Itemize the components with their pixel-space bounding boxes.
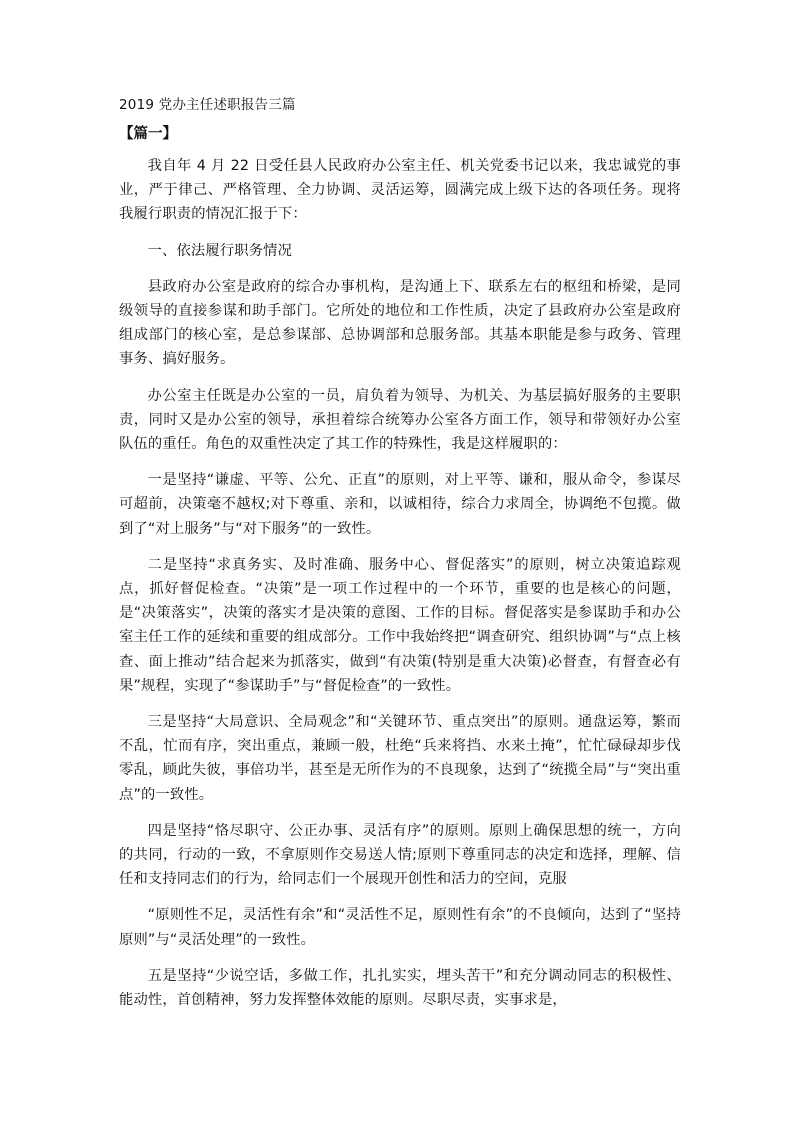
section-heading: 【篇一】: [119, 126, 177, 142]
paragraph-intro: 我自年 4 月 22 日受任县人民政府办公室主任、机关党委书记以来，我忠诚党的事业，严于律己、严格管理、全力协调、灵活运筹，圆满完成上级下达的各项任务。现将我履行职责的情况汇报于下：: [119, 158, 681, 223]
paragraph-principle-2: 二是坚持“求真务实、及时准确、服务中心、督促落实”的原则，树立决策追踪观点，抓好督促检查。“决策”是一项工作过程中的一个环节，重要的也是核心的问题，是“决策落实”，决策的落实才是决策的意图、工作的目标。督促落实是参谋助手和办公室主任工作的延续和重要的组成部分。工作中我始终把“调查研究、组织协调”与“点上核查、面上推动”结合起来为抓落实，做到“有决策(特别是重大决策)必督查，有督查必有果”规程，实现了“参谋助手”与“督促检查”的一致性。: [119, 556, 681, 694]
paragraph-principle-4-cont: “原则性不足，灵活性有余”和“灵活性不足，原则性有余”的不良倾向，达到了“坚持原则”与“灵活处理”的一致性。: [119, 907, 681, 948]
subheading-duties: 一、依法履行职务情况: [147, 242, 293, 259]
paragraph-principle-4: 四是坚持“恪尽职守、公正办事、灵活有序”的原则。原则上确保思想的统一，方向的共同，行动的一致，不拿原则作交易送人情;原则下尊重同志的决定和选择，理解、信任和支持同志们的行为，给同志们一个展现开创性和活力的空间，克服: [119, 822, 681, 888]
paragraph-office-role: 县政府办公室是政府的综合办事机构，是沟通上下、联系左右的枢纽和桥梁，是同级领导的直接参谋和助手部门。它所处的地位和工作性质，决定了县政府办公室是政府组成部门的核心室，是总参谋部、总协调部和总服务部。其基本职能是参与政务、管理事务、搞好服务。: [119, 278, 681, 368]
document-page: [119, 94, 681, 1012]
paragraph-principle-3: 三是坚持“大局意识、全局观念”和“关键环节、重点突出”的原则。通盘运筹，繁而不乱，忙而有序，突出重点，兼顾一般，杜绝“兵来将挡、水来土掩”，忙忙碌碌却步伐零乱，顾此失彼，事倍功半，甚至是无所作为的不良现象，达到了“统揽全局”与“突出重点”的一致性。: [119, 714, 681, 803]
paragraph-principle-1: 一是坚持“谦虚、平等、公允、正直”的原则，对上平等、谦和，服从命令，参谋尽可超前，决策毫不越权;对下尊重、亲和，以诚相待，综合力求周全，协调绝不包揽。做到了“对上服务”与“对下服务”的一致性。: [119, 472, 681, 537]
paragraph-principle-5: 五是坚持“少说空话，多做工作，扎扎实实，埋头苦干”和充分调动同志的积极性、能动性，首创精神，努力发挥整体效能的原则。尽职尽责，实事求是，: [119, 967, 681, 1009]
paragraph-director-role: 办公室主任既是办公室的一员，肩负着为领导、为机关、为基层搞好服务的主要职责，同时又是办公室的领导，承担着综合统筹办公室各方面工作，领导和带领好办公室队伍的重任。角色的双重性决定了其工作的特殊性，我是这样履职的：: [119, 387, 681, 453]
document-title: 2019 党办主任述职报告三篇: [119, 97, 296, 113]
